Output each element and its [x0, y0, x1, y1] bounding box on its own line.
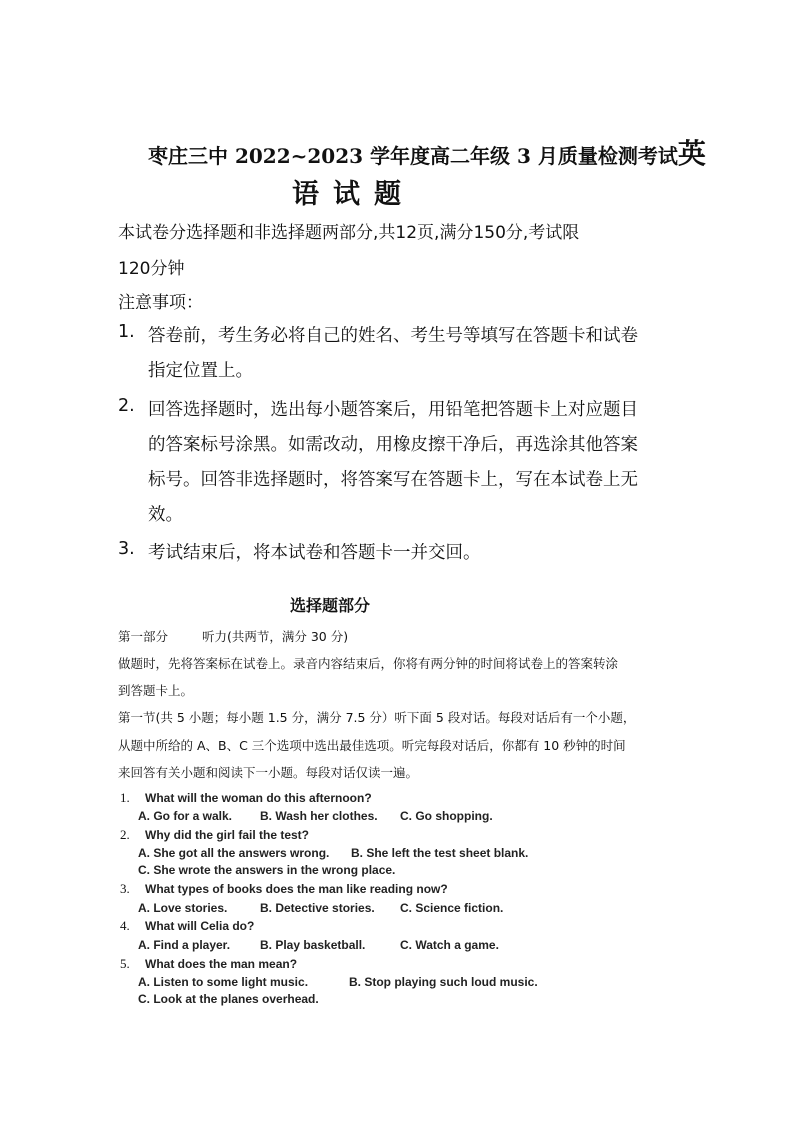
notice-2-line3: 标号。回答非选择题时，将答案写在答题卡上，写在本试卷上无 — [148, 470, 638, 490]
section-heading: 选择题部分 — [290, 596, 371, 615]
q4-option-c: C. Watch a game. — [400, 938, 499, 952]
q5-text: What does the man mean? — [145, 957, 298, 971]
q4-option-b: B. Play basketball. — [260, 938, 366, 952]
title-line1: 枣庄三中 2022~2023 学年度高二年级 3 月质量检测考试 — [148, 144, 678, 168]
q2-option-c: C. She wrote the answers in the wrong place. — [138, 863, 396, 877]
title-line1-tail: 英 — [677, 137, 706, 170]
part1-desc: 听力(共两节，满分 30 分) — [202, 629, 349, 644]
q2-text: Why did the girl fail the test? — [145, 828, 310, 842]
q1-num: 1. — [120, 790, 130, 805]
page-title — [148, 132, 706, 172]
q2-option-a: A. She got all the answers wrong. — [138, 846, 330, 860]
intro-line1: 本试卷分选择题和非选择题两部分,共12页,满分150分,考试限 — [118, 223, 580, 243]
q5-option-a: A. Listen to some light music. — [138, 975, 309, 989]
q5-option-c: C. Look at the planes overhead. — [138, 992, 319, 1006]
q1-option-c: C. Go shopping. — [400, 809, 493, 823]
q3-option-c: C. Science fiction. — [400, 901, 504, 915]
instruction-line2: 到答题卡上。 — [118, 683, 194, 698]
notice-2-line4: 效。 — [148, 505, 183, 525]
notice-2-line2: 的答案标号涂黑。如需改动，用橡皮擦干净后，再选涂其他答案 — [148, 435, 638, 455]
notice-1-line2: 指定位置上。 — [148, 361, 253, 381]
q1-option-b: B. Wash her clothes. — [260, 809, 378, 823]
q3-option-a: A. Love stories. — [138, 901, 228, 915]
q1-text: What will the woman do this afternoon? — [145, 791, 372, 805]
instruction-line1: 做题时，先将答案标在试卷上。录音内容结束后，你将有两分钟的时间将试卷上的答案转涂 — [118, 656, 619, 671]
page-subtitle: 语试题 — [292, 179, 415, 210]
q4-option-a: A. Find a player. — [138, 938, 231, 952]
q3-num: 3. — [120, 881, 130, 896]
notice-2-line1: 回答选择题时，选出每小题答案后，用铅笔把答题卡上对应题目 — [148, 400, 638, 420]
intro-line2: 120分钟 — [118, 259, 185, 279]
q1-option-a: A. Go for a walk. — [138, 809, 233, 823]
q4-num: 4. — [120, 918, 130, 933]
section1-line3: 来回答有关小题和阅读下一小题。每段对话仅读一遍。 — [118, 765, 419, 780]
q5-num: 5. — [120, 956, 130, 971]
q3-text: What types of books does the man like reading now? — [145, 882, 448, 896]
q3-option-b: B. Detective stories. — [260, 901, 375, 915]
q2-option-b: B. She left the test sheet blank. — [351, 846, 529, 860]
notice-3-line1: 考试结束后，将本试卷和答题卡一并交回。 — [148, 543, 481, 563]
notice-label: 注意事项： — [118, 293, 203, 313]
notice-2-num: 2. — [118, 396, 135, 416]
part1-label: 第一部分 — [118, 629, 169, 644]
section1-line2: 从题中所给的 A、B、C 三个选项中选出最佳选项。听完每段对话后，你都有 10 秒钟的时间 — [118, 738, 626, 753]
notice-1-line1: 答卷前，考生务必将自己的姓名、考生号等填写在答题卡和试卷 — [148, 326, 638, 346]
q2-num: 2. — [120, 827, 130, 842]
section1-line1: 第一节(共 5 小题；每小题 1.5 分，满分 7.5 分）听下面 5 段对话。每段对话后有一个小题， — [118, 710, 636, 725]
notice-3-num: 3. — [118, 539, 135, 559]
q5-option-b: B. Stop playing such loud music. — [349, 975, 538, 989]
q4-text: What will Celia do? — [145, 919, 255, 933]
notice-1-num: 1. — [118, 322, 135, 342]
